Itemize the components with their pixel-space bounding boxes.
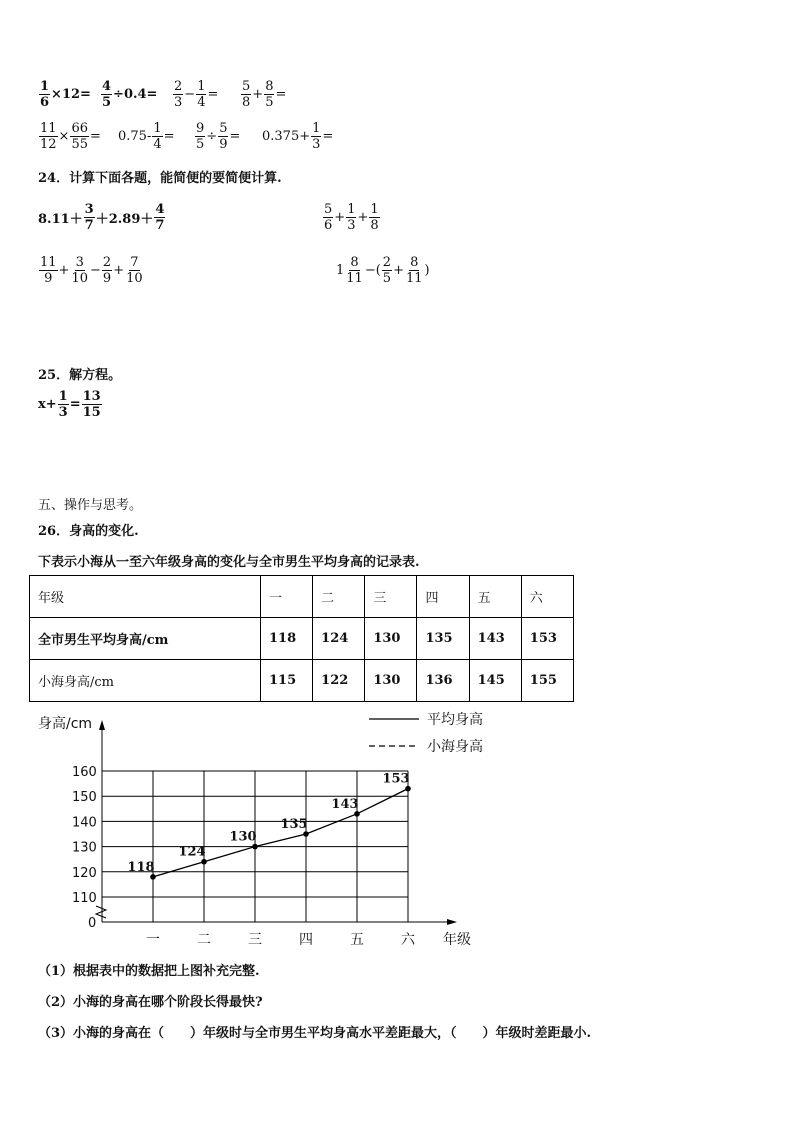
table-cell: 135: [417, 618, 469, 660]
table-header-cell: 二: [313, 576, 365, 618]
y-tick-label: 0: [88, 916, 97, 931]
q25-equation: x+ $\frac{1}{3}$ = $\frac{13}{15}$: [38, 389, 101, 420]
quick-calc-row-1: [38, 80, 286, 109]
calc-item: $\frac{9}{5}$ ÷ $\frac{5}{9}$ =: [196, 121, 241, 152]
quick-calc-row-2: [38, 122, 333, 151]
table-cell: 122: [313, 660, 365, 702]
question-26-title: 26．身高的变化.: [38, 524, 139, 539]
y-tick-label: 160: [72, 765, 97, 780]
data-label: 135: [280, 817, 308, 832]
data-label: 124: [178, 844, 206, 860]
y-axis-arrow: [99, 720, 105, 730]
question-25-title: 25．解方程。: [38, 368, 122, 383]
data-point: [354, 811, 360, 817]
height-record-table: [29, 575, 574, 702]
table-cell: 155: [521, 660, 573, 702]
x-axis-label: 年级: [443, 932, 471, 948]
table-cell: 143: [469, 618, 521, 660]
calc-item: 0.375+ $\frac{1}{3}$ =: [262, 121, 334, 152]
data-label: 153: [382, 771, 410, 787]
y-axis-label: 身高/cm: [38, 716, 93, 732]
table-header-cell: 三: [365, 576, 417, 618]
x-tick-label: 三: [248, 932, 262, 948]
table-cell: 153: [521, 618, 573, 660]
table-cell: 124: [313, 618, 365, 660]
y-tick-label: 120: [72, 865, 97, 881]
calc-item: 0.75- $\frac{1}{4}$ =: [118, 121, 175, 152]
table-header-cell: 六: [521, 576, 573, 618]
table-header-cell: 五: [469, 576, 521, 618]
table-cell: 136: [417, 660, 469, 702]
table-row: [30, 618, 574, 660]
row-label: 全市男生平均身高/cm: [30, 618, 261, 660]
height-line-chart: [0, 700, 560, 955]
sub-question-3: （3）小海的身高在（ ）年级时与全市男生平均身高水平差距最大，（ ）年级时差距最小.: [38, 1026, 592, 1041]
data-point: [201, 859, 207, 865]
table-header-cell: 年级: [30, 576, 261, 618]
table-header-cell: 一: [261, 576, 313, 618]
table-cell: 130: [365, 660, 417, 702]
series-line: [153, 789, 408, 877]
calc-item: $\frac{2}{3}$ − $\frac{1}{4}$ =: [174, 79, 219, 110]
table-cell: 130: [365, 618, 417, 660]
x-tick-label: 五: [350, 932, 364, 948]
calc-item: $\frac{4}{5}$ ÷0.4=: [102, 79, 158, 110]
question-26-intro: 下表示小海从一至六年级身高的变化与全市男生平均身高的记录表.: [38, 555, 420, 570]
calc-item: $\frac{1}{6}$ ×12=: [40, 79, 91, 110]
axis-break-mark: [96, 906, 106, 918]
x-axis-arrow: [447, 919, 457, 925]
table-row: [30, 660, 574, 702]
data-point: [405, 786, 411, 792]
x-tick-label: 六: [401, 932, 415, 948]
x-tick-label: 一: [146, 932, 160, 948]
table-header-cell: 四: [417, 576, 469, 618]
question-24-title: 24．计算下面各题，能简便的要简便计算.: [38, 171, 282, 186]
legend-label: 平均身高: [427, 712, 483, 728]
x-tick-label: 四: [299, 932, 313, 948]
data-point: [150, 874, 156, 880]
table-cell: 118: [261, 618, 313, 660]
q24-expression-2: $\frac{5}{6}$ + $\frac{1}{3}$ + $\frac{1}{8}$: [324, 202, 379, 233]
y-tick-label: 130: [72, 840, 97, 856]
q24-expression-1: 8.11＋ $\frac{3}{7}$ ＋2.89＋ $\frac{4}{7}$: [38, 202, 165, 233]
sub-question-2: （2）小海的身高在哪个阶段长得最快?: [38, 995, 263, 1010]
data-label: 118: [127, 859, 155, 875]
x-tick-label: 二: [197, 932, 211, 948]
data-point: [303, 831, 309, 837]
section-5-title: 五、操作与思考。: [38, 498, 143, 513]
y-tick-label: 150: [72, 790, 97, 806]
table-cell: 145: [469, 660, 521, 702]
q24-expression-3: $\frac{11}{9}$ + $\frac{3}{10}$ − $\frac{2}{9}$ + $\frac{7}{10}$: [40, 255, 143, 286]
legend-label: 小海身高: [427, 739, 483, 755]
data-label: 143: [331, 796, 359, 812]
data-point: [252, 844, 258, 850]
sub-question-1: （1）根据表中的数据把上图补充完整.: [38, 964, 260, 979]
q24-expression-4: 1 $\frac{8}{11}$ −( $\frac{2}{5}$ + $\frac{8}{11}$ ): [336, 255, 430, 286]
table-cell: 115: [261, 660, 313, 702]
table-header-row: [30, 576, 574, 618]
data-label: 130: [229, 829, 257, 845]
row-label: 小海身高/cm: [30, 660, 261, 702]
y-tick-label: 140: [72, 815, 97, 831]
calc-item: $\frac{5}{8}$ + $\frac{8}{5}$ =: [242, 79, 287, 110]
calc-item: $\frac{11}{12}$ × $\frac{66}{55}$ =: [40, 121, 101, 152]
y-tick-label: 110: [72, 891, 97, 906]
